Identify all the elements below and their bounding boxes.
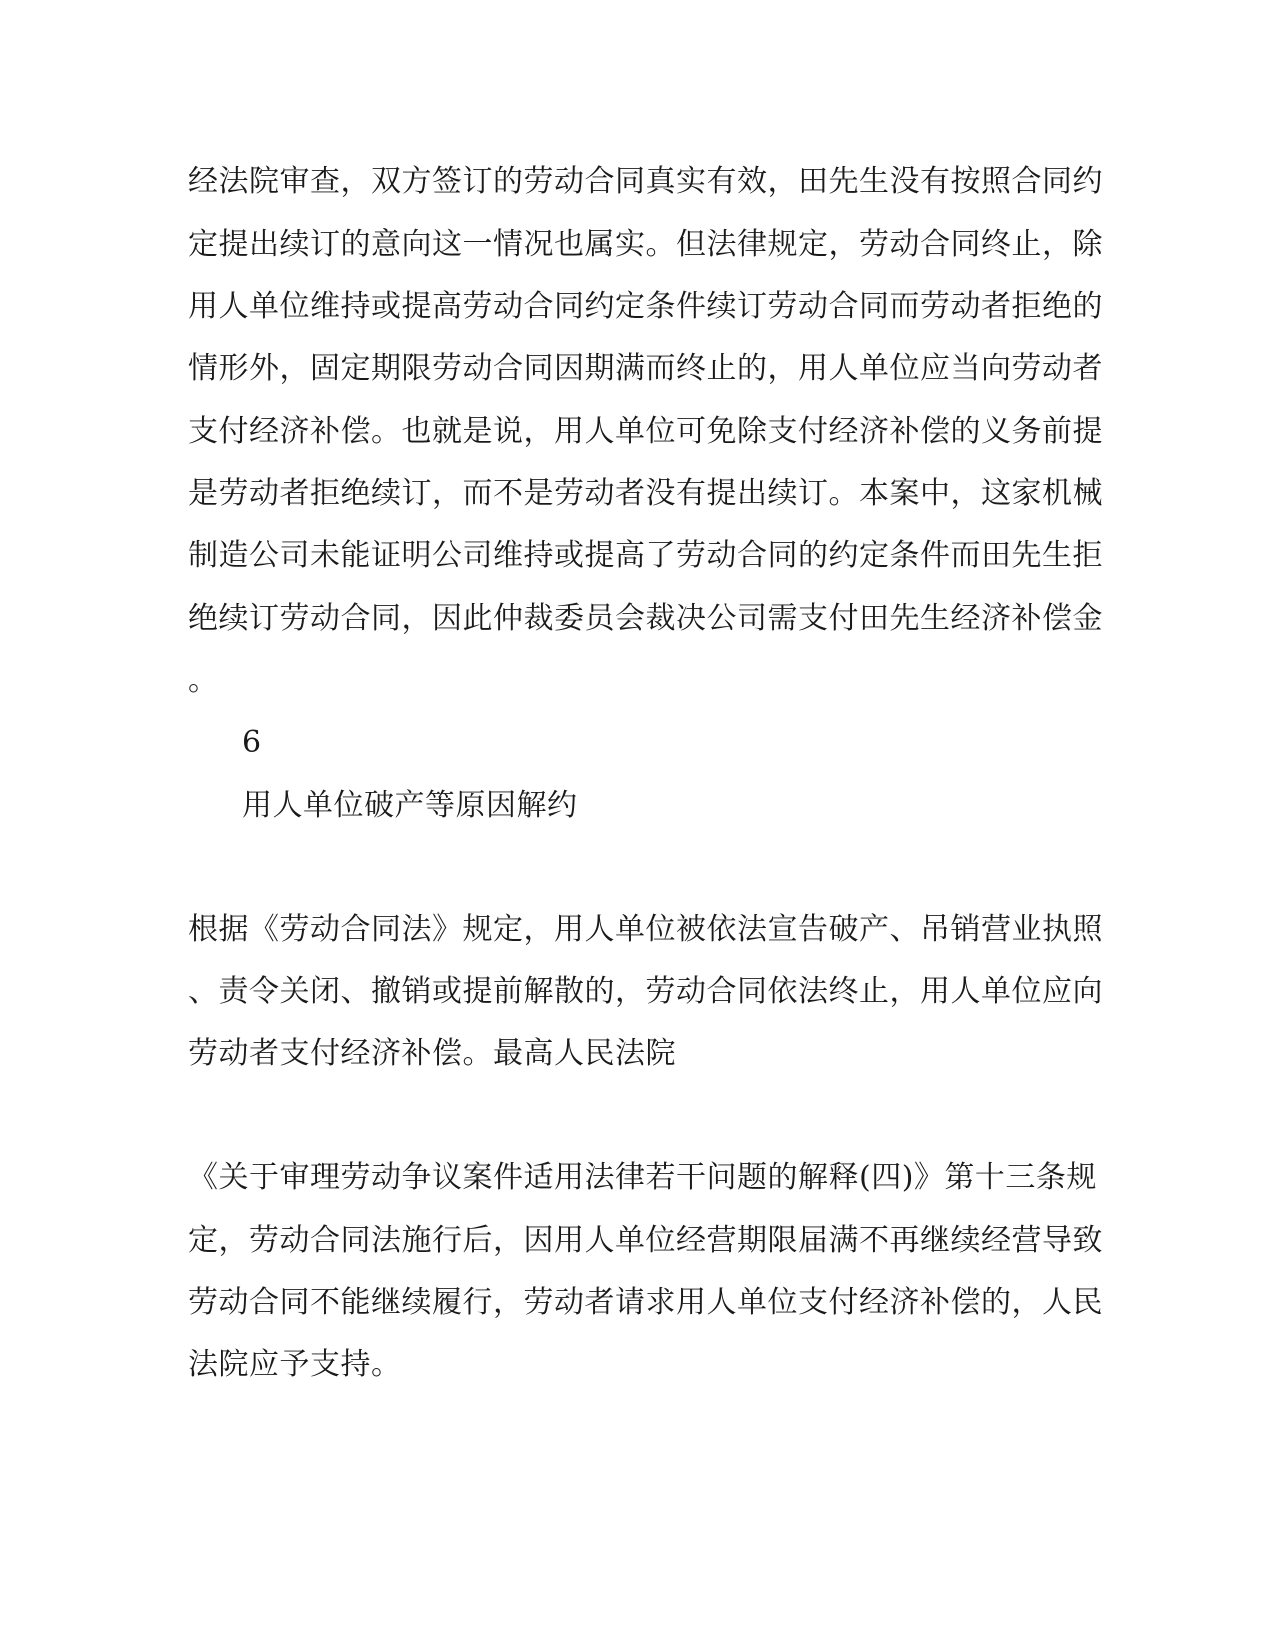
paragraph-1-line: 支付经济补偿。也就是说，用人单位可免除支付经济补偿的义务前提 xyxy=(188,414,1103,449)
paragraph-1-line: 。 xyxy=(188,663,219,698)
paragraph-2-line: 、责令关闭、撤销或提前解散的，劳动合同依法终止，用人单位应向 xyxy=(188,974,1103,1009)
paragraph-1-line: 制造公司未能证明公司维持或提高了劳动合同的约定条件而田先生拒 xyxy=(188,538,1103,573)
paragraph-3-line: 法院应予支持。 xyxy=(188,1347,402,1382)
paragraph-2-line: 劳动者支付经济补偿。最高人民法院 xyxy=(188,1036,676,1071)
paragraph-3-line: 定，劳动合同法施行后，因用人单位经营期限届满不再继续经营导致 xyxy=(188,1223,1103,1258)
section-number: 6 xyxy=(242,725,262,760)
paragraph-1-line: 定提出续订的意向这一情况也属实。但法律规定，劳动合同终止，除 xyxy=(188,227,1103,262)
paragraph-1-line: 是劳动者拒绝续订，而不是劳动者没有提出续订。本案中，这家机械 xyxy=(188,476,1103,511)
paragraph-2-line: 根据《劳动合同法》规定，用人单位被依法宣告破产、吊销营业执照 xyxy=(188,912,1103,947)
paragraph-1-line: 情形外，固定期限劳动合同因期满而终止的，用人单位应当向劳动者 xyxy=(188,351,1103,386)
paragraph-3-line: 劳动合同不能继续履行，劳动者请求用人单位支付经济补偿的，人民 xyxy=(188,1285,1103,1320)
paragraph-1-line: 经法院审查，双方签订的劳动合同真实有效，田先生没有按照合同约 xyxy=(188,164,1103,199)
paragraph-1-line: 用人单位维持或提高劳动合同约定条件续订劳动合同而劳动者拒绝的 xyxy=(188,289,1103,324)
paragraph-3-line: 《关于审理劳动争议案件适用法律若干问题的解释(四)》第十三条规 xyxy=(188,1160,1097,1195)
paragraph-1-line: 绝续订劳动合同，因此仲裁委员会裁决公司需支付田先生经济补偿金 xyxy=(188,601,1103,636)
section-title: 用人单位破产等原因解约 xyxy=(242,788,578,823)
